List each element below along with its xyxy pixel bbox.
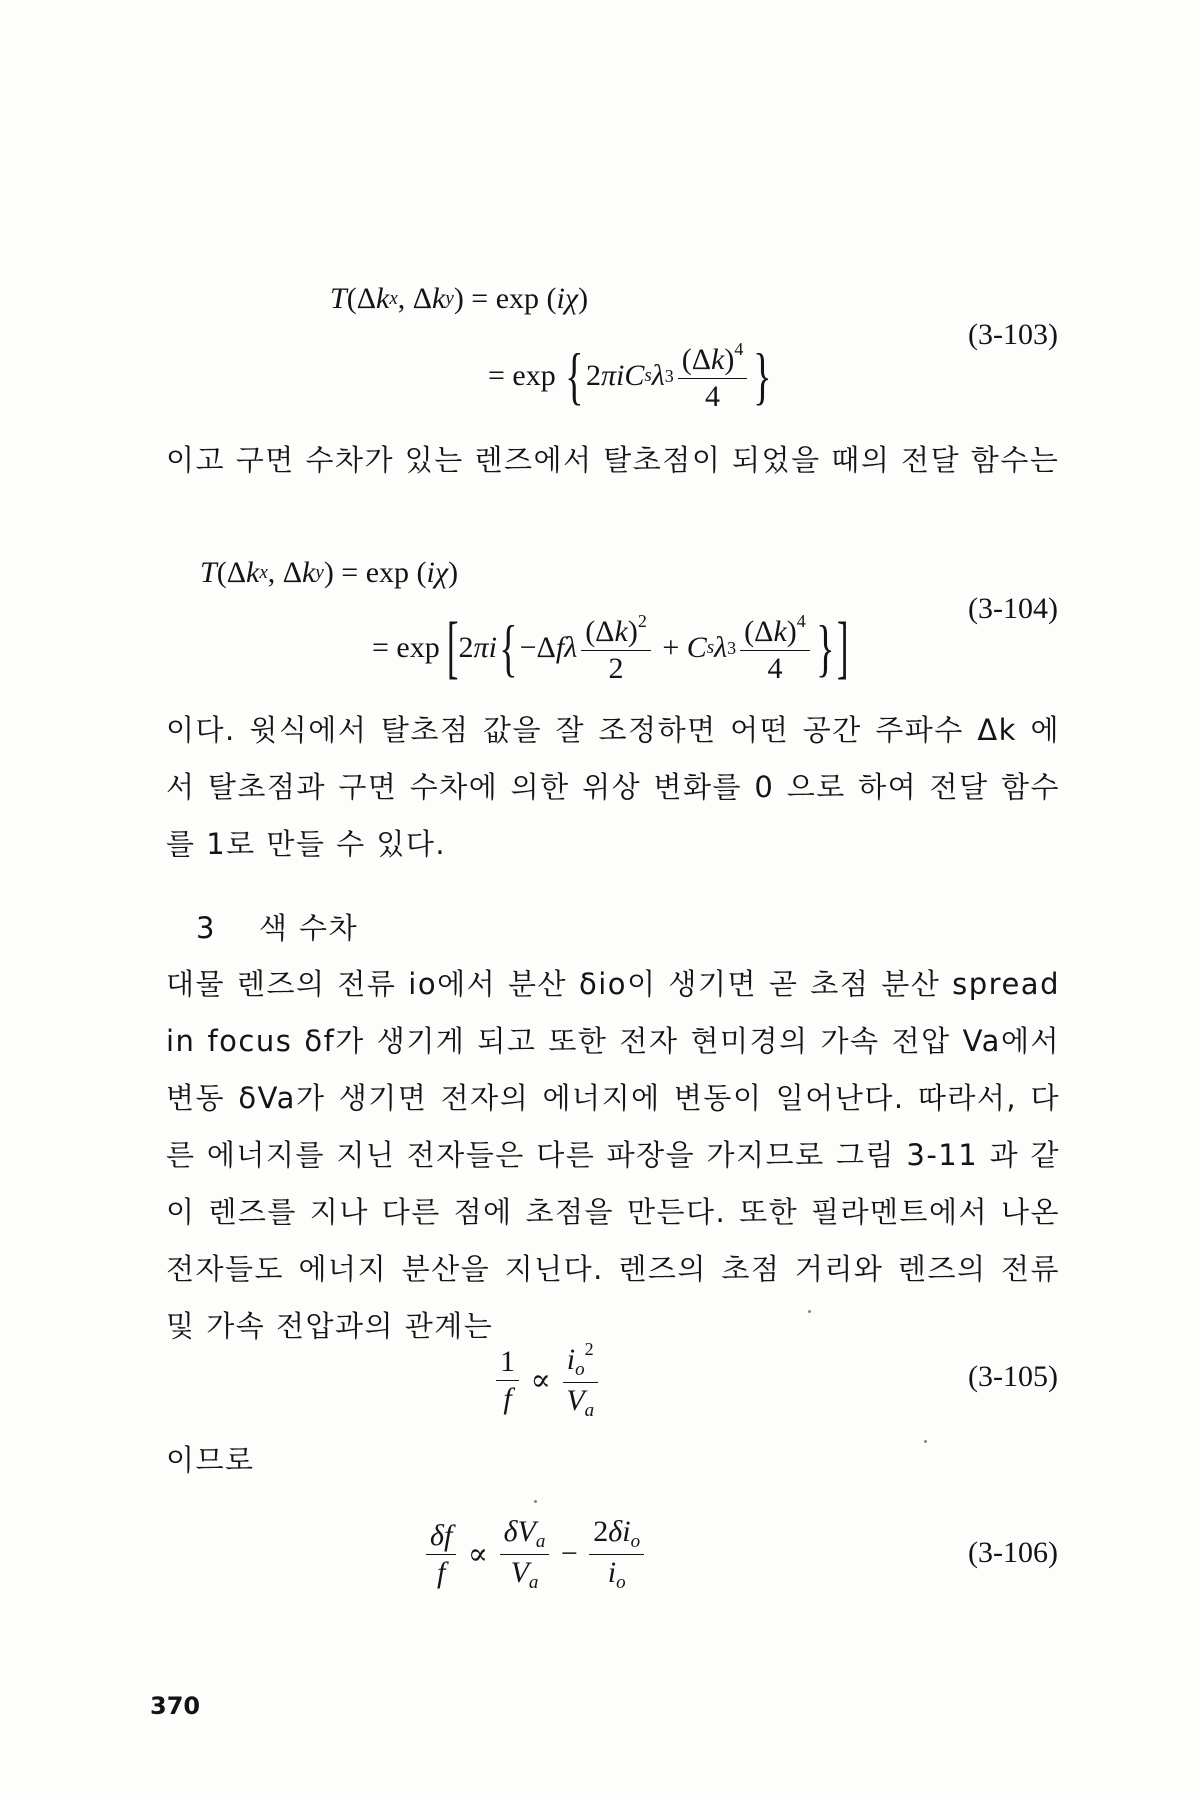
scan-speck: [924, 1440, 927, 1443]
section-heading: [196, 906, 358, 947]
paragraph-4: 이므로: [166, 1443, 255, 1477]
section-title: 색 수차: [258, 911, 359, 945]
equation-3-103-line-1: T ( Δ k x , Δ k y ) = exp ( i χ ): [330, 282, 589, 315]
fraction: $\frac{\delta f}{f}$: [426, 1520, 456, 1588]
equation-3-105-body: $\frac{1}{f}$ ∝ $\frac{i_o^2}{V_a}$: [492, 1340, 602, 1421]
page-number: 370: [150, 1692, 201, 1720]
paragraph-1: 이고 구면 수차가 있는 렌즈에서 탈초점이 되었을 때의 전달 함수는: [166, 443, 1060, 477]
fraction: $\frac{\delta V_a}{V_a}$: [500, 1516, 550, 1593]
equation-number: (3-105): [968, 1360, 1058, 1393]
fraction: $\frac{(\Delta k)^4}{4}$: [678, 340, 748, 412]
fraction: $\frac{(\Delta k)^2}{2}$: [581, 612, 651, 684]
equation-3-104-line-1: T ( Δ k x , Δ k y ) = exp ( i χ ): [200, 556, 459, 589]
fraction: $\frac{i_o^2}{V_a}$: [562, 1340, 598, 1421]
equation-number: (3-106): [968, 1536, 1058, 1569]
equation-3-103-line-2: = exp { 2 πiC s λ 3 $\frac{(\Delta k)^4}{4}$ }: [488, 339, 772, 413]
equation-number: (3-103): [968, 318, 1058, 351]
section-number: 3: [196, 911, 216, 945]
equation-number: (3-104): [968, 592, 1058, 625]
paragraph-2: 이다. 윗식에서 탈초점 값을 잘 조정하면 어떤 공간 주파수 Δk 에서 탈초점과 구면 수차에 의한 위상 변화를 0 으로 하여 전달 함수를 1로 만들 수 있다.: [166, 713, 1060, 861]
equation-3-104-line-2: = exp [ 2 πi { −Δ fλ $\frac{(\Delta k)^2}{2}$ + C s λ 3 $\frac{(\Delta k)^4}{4}$ } ]: [372, 609, 848, 686]
fraction: $\frac{1}{f}$: [496, 1346, 519, 1414]
equation-3-106-body: $\frac{\delta f}{f}$ ∝ $\frac{\delta V_a}{V_a}$ − $\frac{2\delta i_o}{i_o}$: [422, 1516, 648, 1593]
fraction: $\frac{2\delta i_o}{i_o}$: [589, 1516, 644, 1593]
paragraph-3: 대물 렌즈의 전류 io에서 분산 δio이 생기면 곧 초점 분산 spread in focus δf가 생기게 되고 또한 전자 현미경의 가속 전압 Va에서 변동 δVa가 생기면 전자의 에너지에 변동이 일어난다. 따라서, 다른 에너지를 지닌 전자들은 다른 파장을 가지므로 그림 3-11 과 같이 렌즈를 지나 다른 점에 초점을 만든다. 또한 필라멘트에서 나온 전자들도 에너지 분산을 지닌다. 렌즈의 초점 거리와 렌즈의 전류 및 가속 전압과의 관계는: [166, 967, 1060, 1343]
scan-speck: [808, 1310, 811, 1313]
fraction: $\frac{(\Delta k)^4}{4}$: [740, 612, 810, 684]
scan-speck: [534, 1500, 537, 1503]
